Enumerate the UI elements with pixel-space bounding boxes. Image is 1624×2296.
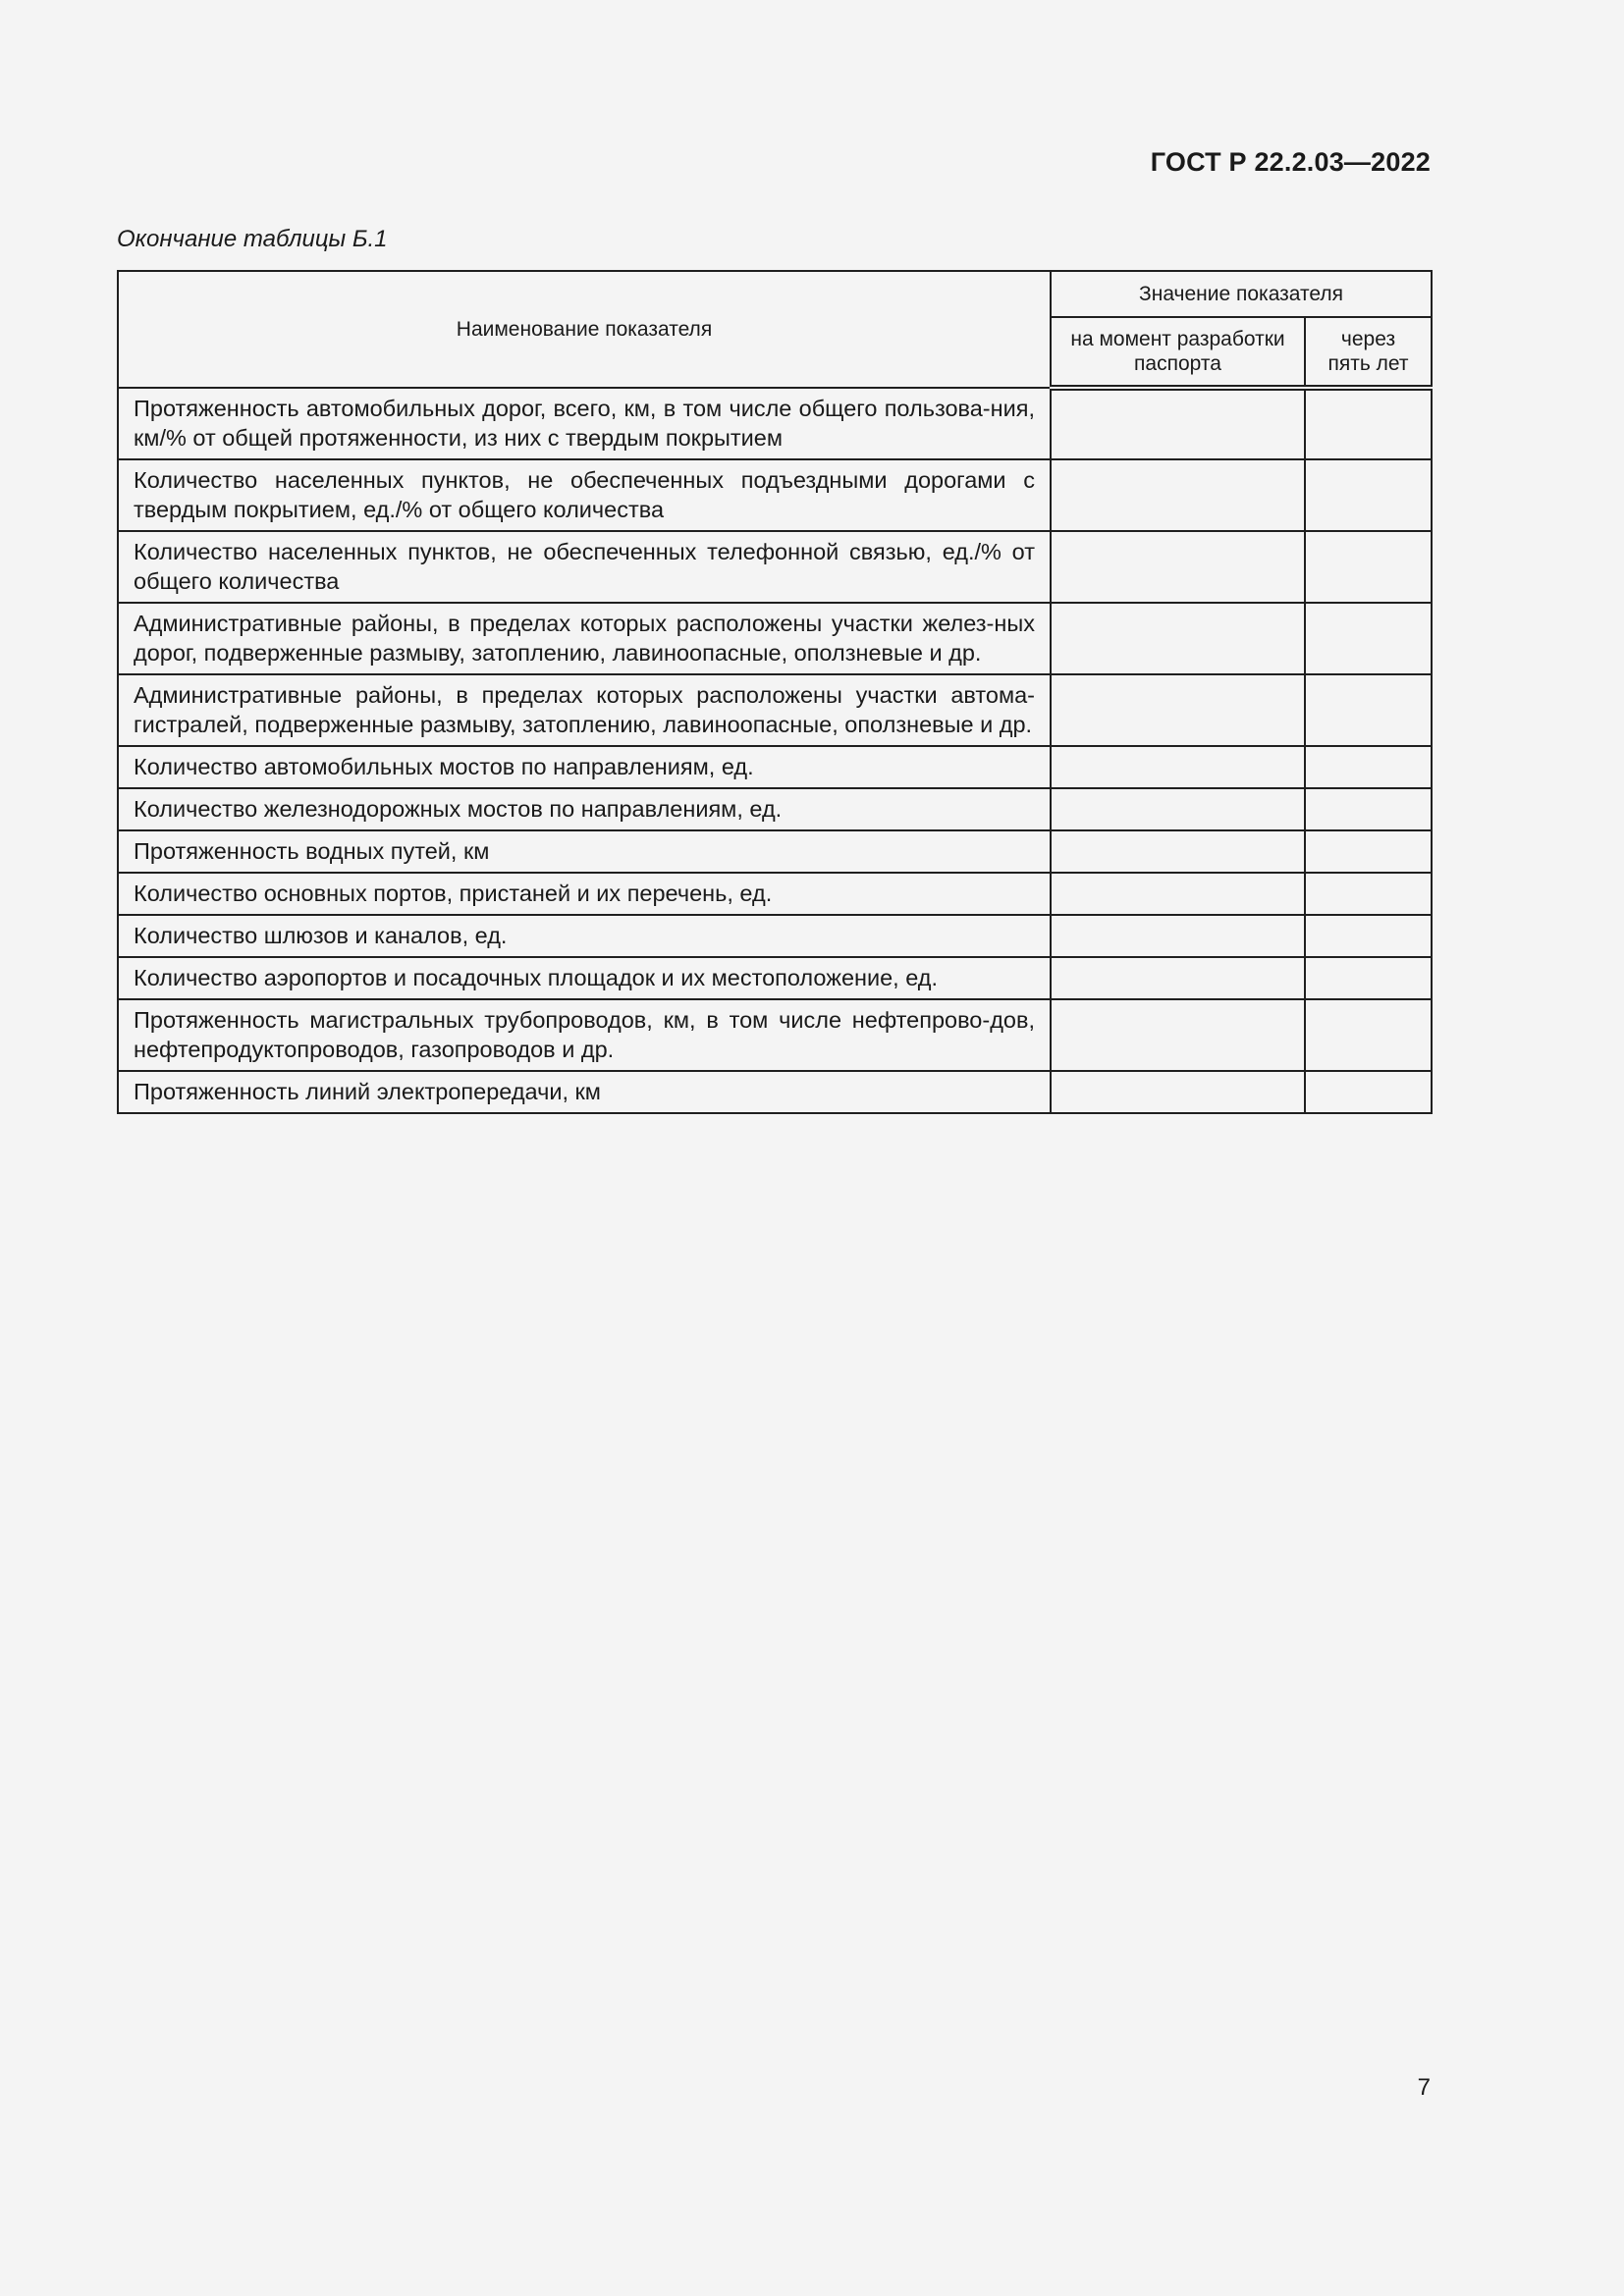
indicators-table <box>117 270 1433 1114</box>
value-five-years-cell <box>1305 957 1432 999</box>
indicator-name-cell: Протяженность линий электропередачи, км <box>118 1071 1051 1113</box>
indicator-name-cell: Количество железнодорожных мостов по направлениям, ед. <box>118 788 1051 830</box>
indicator-name-cell: Административные районы, в пределах которых расположены участки автома-гистралей, подверженные размыву, затоплению, лавиноопасные, оползневые и др. <box>118 674 1051 746</box>
table-row <box>118 957 1432 999</box>
header-at-development-moment: на момент разработки паспорта <box>1051 317 1305 388</box>
indicator-name-cell: Количество аэропортов и посадочных площадок и их местоположение, ед. <box>118 957 1051 999</box>
table-body <box>118 388 1432 1113</box>
value-at-moment-cell <box>1051 957 1305 999</box>
indicator-name-cell: Количество населенных пунктов, не обеспеченных телефонной связью, ед./% от общего количества <box>118 531 1051 603</box>
value-five-years-cell <box>1305 746 1432 788</box>
value-at-moment-cell <box>1051 603 1305 674</box>
value-five-years-cell <box>1305 388 1432 459</box>
indicator-name-cell: Количество основных портов, пристаней и их перечень, ед. <box>118 873 1051 915</box>
table-row <box>118 1071 1432 1113</box>
document-code: ГОСТ Р 22.2.03—2022 <box>1150 147 1431 177</box>
value-at-moment-cell <box>1051 388 1305 459</box>
table-row <box>118 788 1432 830</box>
table-row <box>118 830 1432 873</box>
indicator-name-cell: Административные районы, в пределах которых расположены участки желез-ных дорог, подверженные размыву, затоплению, лавиноопасные, оползневые и др. <box>118 603 1051 674</box>
value-at-moment-cell <box>1051 915 1305 957</box>
value-five-years-cell <box>1305 873 1432 915</box>
table-row <box>118 603 1432 674</box>
value-at-moment-cell <box>1051 746 1305 788</box>
header-indicator-value: Значение показателя <box>1051 271 1432 317</box>
page-number: 7 <box>1417 2074 1431 2101</box>
value-five-years-cell <box>1305 674 1432 746</box>
table-row <box>118 674 1432 746</box>
indicator-name-cell: Количество автомобильных мостов по направлениям, ед. <box>118 746 1051 788</box>
indicator-name-cell: Количество населенных пунктов, не обеспеченных подъездными дорогами с твердым покрытием, ед./% от общего количества <box>118 459 1051 531</box>
table-row <box>118 388 1432 459</box>
value-five-years-cell <box>1305 603 1432 674</box>
value-at-moment-cell <box>1051 674 1305 746</box>
indicator-name-cell: Протяженность автомобильных дорог, всего, км, в том числе общего пользова-ния, км/% от общей протяженности, из них с твердым покрытием <box>118 388 1051 459</box>
value-at-moment-cell <box>1051 873 1305 915</box>
table-row <box>118 531 1432 603</box>
value-at-moment-cell <box>1051 788 1305 830</box>
value-five-years-cell <box>1305 915 1432 957</box>
table-row <box>118 999 1432 1071</box>
table-caption: Окончание таблицы Б.1 <box>117 226 388 252</box>
value-at-moment-cell <box>1051 830 1305 873</box>
table-row <box>118 915 1432 957</box>
value-at-moment-cell <box>1051 531 1305 603</box>
indicator-name-cell: Протяженность водных путей, км <box>118 830 1051 873</box>
table-row <box>118 746 1432 788</box>
table-row <box>118 873 1432 915</box>
header-in-five-years: через пять лет <box>1305 317 1432 388</box>
table-row <box>118 459 1432 531</box>
value-five-years-cell <box>1305 830 1432 873</box>
indicator-name-cell: Количество шлюзов и каналов, ед. <box>118 915 1051 957</box>
value-at-moment-cell <box>1051 999 1305 1071</box>
value-five-years-cell <box>1305 1071 1432 1113</box>
value-at-moment-cell <box>1051 459 1305 531</box>
value-five-years-cell <box>1305 999 1432 1071</box>
value-five-years-cell <box>1305 788 1432 830</box>
header-indicator-name: Наименование показателя <box>118 271 1051 388</box>
value-at-moment-cell <box>1051 1071 1305 1113</box>
value-five-years-cell <box>1305 459 1432 531</box>
value-five-years-cell <box>1305 531 1432 603</box>
indicator-name-cell: Протяженность магистральных трубопроводов, км, в том числе нефтепрово-дов, нефтепродуктопроводов, газопроводов и др. <box>118 999 1051 1071</box>
